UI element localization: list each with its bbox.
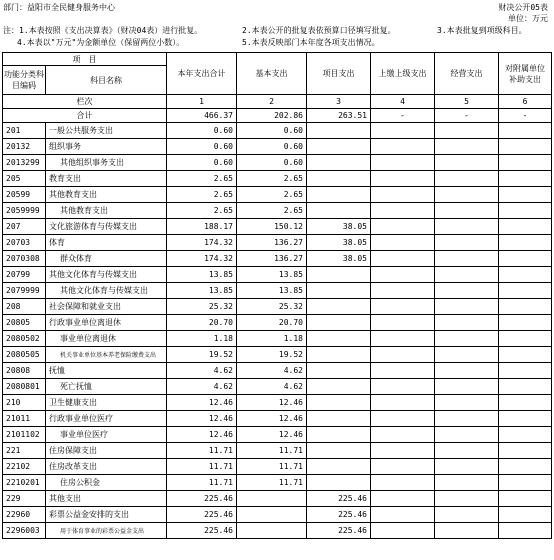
table-row (3, 219, 552, 235)
row-total: 20.70 (167, 315, 237, 331)
row-project (307, 123, 371, 139)
row-upper (371, 331, 435, 347)
row-basic: 136.27 (237, 235, 307, 251)
row-sub (499, 347, 552, 363)
col-project-header: 项目支出 (307, 53, 371, 95)
row-basic: 4.62 (237, 363, 307, 379)
row-operate (435, 123, 499, 139)
row-name: 用于体育事业的彩票公益金支出 (46, 523, 167, 539)
row-basic: 12.46 (237, 427, 307, 443)
row-name: 机关事业单位基本养老保险缴费支出 (46, 347, 167, 363)
table-row (3, 347, 552, 363)
row-basic: 20.70 (237, 315, 307, 331)
table-row (3, 235, 552, 251)
row-project (307, 331, 371, 347)
row-operate (435, 283, 499, 299)
row-code: 221 (3, 443, 46, 459)
row-total: 12.46 (167, 427, 237, 443)
row-sub (499, 523, 552, 539)
total-value: 466.37 (167, 109, 237, 123)
row-total: 174.32 (167, 251, 237, 267)
seq-cell: 1 (167, 95, 237, 109)
row-name: 文化旅游体育与传媒支出 (46, 219, 167, 235)
row-code: 22102 (3, 459, 46, 475)
table-row (3, 379, 552, 395)
row-name: 其他文化体育与传媒支出 (46, 283, 167, 299)
row-name: 死亡抚恤 (46, 379, 167, 395)
row-project (307, 315, 371, 331)
row-upper (371, 523, 435, 539)
row-code: 20132 (3, 139, 46, 155)
row-code: 2101102 (3, 427, 46, 443)
row-code: 20703 (3, 235, 46, 251)
row-basic: 11.71 (237, 475, 307, 491)
row-code: 21011 (3, 411, 46, 427)
table-row (3, 363, 552, 379)
row-total: 12.46 (167, 395, 237, 411)
row-total: 188.17 (167, 219, 237, 235)
row-name: 住房改革支出 (46, 459, 167, 475)
row-total: 225.46 (167, 491, 237, 507)
row-project (307, 283, 371, 299)
table-row (3, 251, 552, 267)
row-total: 2.65 (167, 203, 237, 219)
row-upper (371, 267, 435, 283)
row-sub (499, 187, 552, 203)
row-operate (435, 235, 499, 251)
row-sub (499, 299, 552, 315)
note-5: 5.本表反映部门本年度各项支出情况。 (242, 38, 380, 47)
row-code: 210 (3, 395, 46, 411)
row-upper (371, 475, 435, 491)
row-name: 其他组织事务支出 (46, 155, 167, 171)
row-code: 20805 (3, 315, 46, 331)
row-upper (371, 171, 435, 187)
table-row (3, 507, 552, 523)
row-name: 事业单位医疗 (46, 427, 167, 443)
row-operate (435, 315, 499, 331)
table-row (3, 139, 552, 155)
row-total: 2.65 (167, 187, 237, 203)
row-operate (435, 347, 499, 363)
row-total: 174.32 (167, 235, 237, 251)
row-sub (499, 427, 552, 443)
row-upper (371, 219, 435, 235)
row-project (307, 203, 371, 219)
row-project: 38.05 (307, 235, 371, 251)
row-name: 住房公积金 (46, 475, 167, 491)
row-operate (435, 379, 499, 395)
expenditure-table (2, 52, 552, 539)
row-upper (371, 315, 435, 331)
row-total: 13.85 (167, 267, 237, 283)
row-name: 抚恤 (46, 363, 167, 379)
row-total: 11.71 (167, 475, 237, 491)
row-sub (499, 139, 552, 155)
row-name: 彩票公益金安排的支出 (46, 507, 167, 523)
currency-unit: 单位：万元 (508, 14, 548, 23)
table-row (3, 459, 552, 475)
row-upper (371, 427, 435, 443)
row-sub (499, 363, 552, 379)
row-name: 一般公共服务支出 (46, 123, 167, 139)
row-project (307, 347, 371, 363)
table-row (3, 187, 552, 203)
row-project (307, 459, 371, 475)
row-total: 1.18 (167, 331, 237, 347)
note-4: 4.本表以"万元"为金额单位（保留两位小数）。 (17, 38, 185, 47)
row-sub (499, 491, 552, 507)
row-code: 2070308 (3, 251, 46, 267)
total-value: - (499, 109, 552, 123)
table-row (3, 267, 552, 283)
row-total: 11.71 (167, 443, 237, 459)
row-operate (435, 491, 499, 507)
row-project (307, 379, 371, 395)
row-code: 20808 (3, 363, 46, 379)
row-sub (499, 331, 552, 347)
row-project: 38.05 (307, 219, 371, 235)
row-name: 其他支出 (46, 491, 167, 507)
row-upper (371, 459, 435, 475)
row-name: 组织事务 (46, 139, 167, 155)
table-row (3, 491, 552, 507)
row-operate (435, 331, 499, 347)
seq-label: 栏次 (3, 95, 167, 109)
row-total: 0.60 (167, 139, 237, 155)
row-operate (435, 299, 499, 315)
table-row (3, 395, 552, 411)
table-row (3, 427, 552, 443)
row-sub (499, 283, 552, 299)
row-name: 行政事业单位离退休 (46, 315, 167, 331)
row-upper (371, 347, 435, 363)
row-project (307, 443, 371, 459)
row-code: 22960 (3, 507, 46, 523)
row-basic (237, 491, 307, 507)
row-upper (371, 363, 435, 379)
row-project (307, 475, 371, 491)
row-upper (371, 139, 435, 155)
row-basic: 0.60 (237, 139, 307, 155)
table-row (3, 523, 552, 539)
row-operate (435, 155, 499, 171)
row-basic (237, 507, 307, 523)
row-name: 事业单位离退休 (46, 331, 167, 347)
seq-cell: 4 (371, 95, 435, 109)
total-value: 202.86 (237, 109, 307, 123)
table-row (3, 315, 552, 331)
row-code: 229 (3, 491, 46, 507)
col-basic-header: 基本支出 (237, 53, 307, 95)
row-total: 0.60 (167, 123, 237, 139)
col-name-header: 科目名称 (46, 66, 167, 95)
row-total: 4.62 (167, 363, 237, 379)
row-sub (499, 171, 552, 187)
col-upper-header: 上缴上级支出 (371, 53, 435, 95)
row-project (307, 395, 371, 411)
total-value: - (435, 109, 499, 123)
department-label: 部门：益阳市全民健身服务中心 (3, 3, 115, 12)
row-upper (371, 411, 435, 427)
note-2: 2.本表公开的批复表依预算口径填写批复。 (242, 26, 396, 35)
row-upper (371, 443, 435, 459)
seq-cell: 3 (307, 95, 371, 109)
row-upper (371, 395, 435, 411)
row-total: 4.62 (167, 379, 237, 395)
row-sub (499, 267, 552, 283)
seq-cell: 6 (499, 95, 552, 109)
col-code-header: 功能分类科目编码 (3, 66, 46, 95)
row-basic: 2.65 (237, 187, 307, 203)
table-row (3, 411, 552, 427)
row-upper (371, 507, 435, 523)
row-total: 225.46 (167, 507, 237, 523)
row-basic: 13.85 (237, 267, 307, 283)
row-sub (499, 123, 552, 139)
row-total: 11.71 (167, 459, 237, 475)
row-project: 225.46 (307, 523, 371, 539)
row-sub (499, 443, 552, 459)
row-code: 2080502 (3, 331, 46, 347)
row-code: 207 (3, 219, 46, 235)
row-code: 2059999 (3, 203, 46, 219)
row-total: 13.85 (167, 283, 237, 299)
row-basic: 2.65 (237, 203, 307, 219)
row-operate (435, 523, 499, 539)
row-project (307, 363, 371, 379)
form-code: 财决公开05表 (498, 3, 548, 12)
row-project (307, 267, 371, 283)
item-header: 项 目 (3, 53, 167, 66)
row-name: 教育支出 (46, 171, 167, 187)
row-upper (371, 491, 435, 507)
row-code: 2210201 (3, 475, 46, 491)
row-upper (371, 155, 435, 171)
row-code: 2080801 (3, 379, 46, 395)
row-code: 2296003 (3, 523, 46, 539)
row-sub (499, 203, 552, 219)
row-sub (499, 219, 552, 235)
seq-cell: 2 (237, 95, 307, 109)
row-operate (435, 171, 499, 187)
row-operate (435, 187, 499, 203)
table-row (3, 475, 552, 491)
seq-cell: 5 (435, 95, 499, 109)
row-name: 其他教育支出 (46, 203, 167, 219)
row-basic: 0.60 (237, 155, 307, 171)
row-project (307, 171, 371, 187)
row-upper (371, 123, 435, 139)
row-project (307, 155, 371, 171)
table-row (3, 203, 552, 219)
total-value: - (371, 109, 435, 123)
row-name: 行政事业单位医疗 (46, 411, 167, 427)
row-basic: 150.12 (237, 219, 307, 235)
row-name: 其他教育支出 (46, 187, 167, 203)
row-code: 205 (3, 171, 46, 187)
row-name: 其他文化体育与传媒支出 (46, 267, 167, 283)
row-basic (237, 523, 307, 539)
table-row (3, 331, 552, 347)
row-project (307, 411, 371, 427)
row-sub (499, 395, 552, 411)
row-operate (435, 411, 499, 427)
row-operate (435, 507, 499, 523)
row-basic: 12.46 (237, 411, 307, 427)
col-operate-header: 经营支出 (435, 53, 499, 95)
row-upper (371, 379, 435, 395)
row-basic: 19.52 (237, 347, 307, 363)
table-row (3, 299, 552, 315)
total-value: 263.51 (307, 109, 371, 123)
table-row (3, 171, 552, 187)
row-operate (435, 475, 499, 491)
row-upper (371, 235, 435, 251)
row-operate (435, 363, 499, 379)
table-row (3, 155, 552, 171)
row-name: 群众体育 (46, 251, 167, 267)
row-basic: 25.32 (237, 299, 307, 315)
row-sub (499, 155, 552, 171)
row-operate (435, 139, 499, 155)
row-operate (435, 395, 499, 411)
col-total-header: 本年支出合计 (167, 53, 237, 95)
row-total: 25.32 (167, 299, 237, 315)
row-operate (435, 267, 499, 283)
row-sub (499, 235, 552, 251)
row-code: 20599 (3, 187, 46, 203)
note-3: 3.本表批复到项级科目。 (437, 26, 527, 35)
row-sub (499, 507, 552, 523)
row-operate (435, 427, 499, 443)
row-operate (435, 459, 499, 475)
row-basic: 12.46 (237, 395, 307, 411)
row-basic: 13.85 (237, 283, 307, 299)
row-total: 19.52 (167, 347, 237, 363)
row-name: 住房保障支出 (46, 443, 167, 459)
row-upper (371, 203, 435, 219)
row-code: 201 (3, 123, 46, 139)
row-upper (371, 283, 435, 299)
row-basic: 2.65 (237, 171, 307, 187)
row-code: 20799 (3, 267, 46, 283)
row-project (307, 187, 371, 203)
row-project (307, 427, 371, 443)
row-sub (499, 459, 552, 475)
row-name: 社会保障和就业支出 (46, 299, 167, 315)
row-basic: 4.62 (237, 379, 307, 395)
row-code: 2013299 (3, 155, 46, 171)
row-total: 0.60 (167, 155, 237, 171)
row-code: 2079999 (3, 283, 46, 299)
row-project: 225.46 (307, 507, 371, 523)
row-name: 卫生健康支出 (46, 395, 167, 411)
row-project: 38.05 (307, 251, 371, 267)
row-operate (435, 251, 499, 267)
total-label: 合计 (3, 109, 167, 123)
row-basic: 11.71 (237, 459, 307, 475)
row-sub (499, 411, 552, 427)
row-sub (499, 475, 552, 491)
row-sub (499, 251, 552, 267)
row-operate (435, 203, 499, 219)
table-row (3, 443, 552, 459)
col-sub-header: 对附属单位补助支出 (499, 53, 552, 95)
row-code: 2080505 (3, 347, 46, 363)
row-total: 225.46 (167, 523, 237, 539)
row-basic: 136.27 (237, 251, 307, 267)
table-row (3, 283, 552, 299)
row-project (307, 299, 371, 315)
row-name: 体育 (46, 235, 167, 251)
row-upper (371, 299, 435, 315)
table-row (3, 123, 552, 139)
row-basic: 1.18 (237, 331, 307, 347)
row-operate (435, 219, 499, 235)
row-sub (499, 379, 552, 395)
row-upper (371, 187, 435, 203)
row-upper (371, 251, 435, 267)
row-basic: 11.71 (237, 443, 307, 459)
row-basic: 0.60 (237, 123, 307, 139)
row-total: 12.46 (167, 411, 237, 427)
row-code: 208 (3, 299, 46, 315)
row-total: 2.65 (167, 171, 237, 187)
row-project: 225.46 (307, 491, 371, 507)
row-project (307, 139, 371, 155)
row-operate (435, 443, 499, 459)
note-1: 注：1.本表按照《支出决算表》（财决04表）进行批复。 (3, 26, 203, 35)
row-sub (499, 315, 552, 331)
